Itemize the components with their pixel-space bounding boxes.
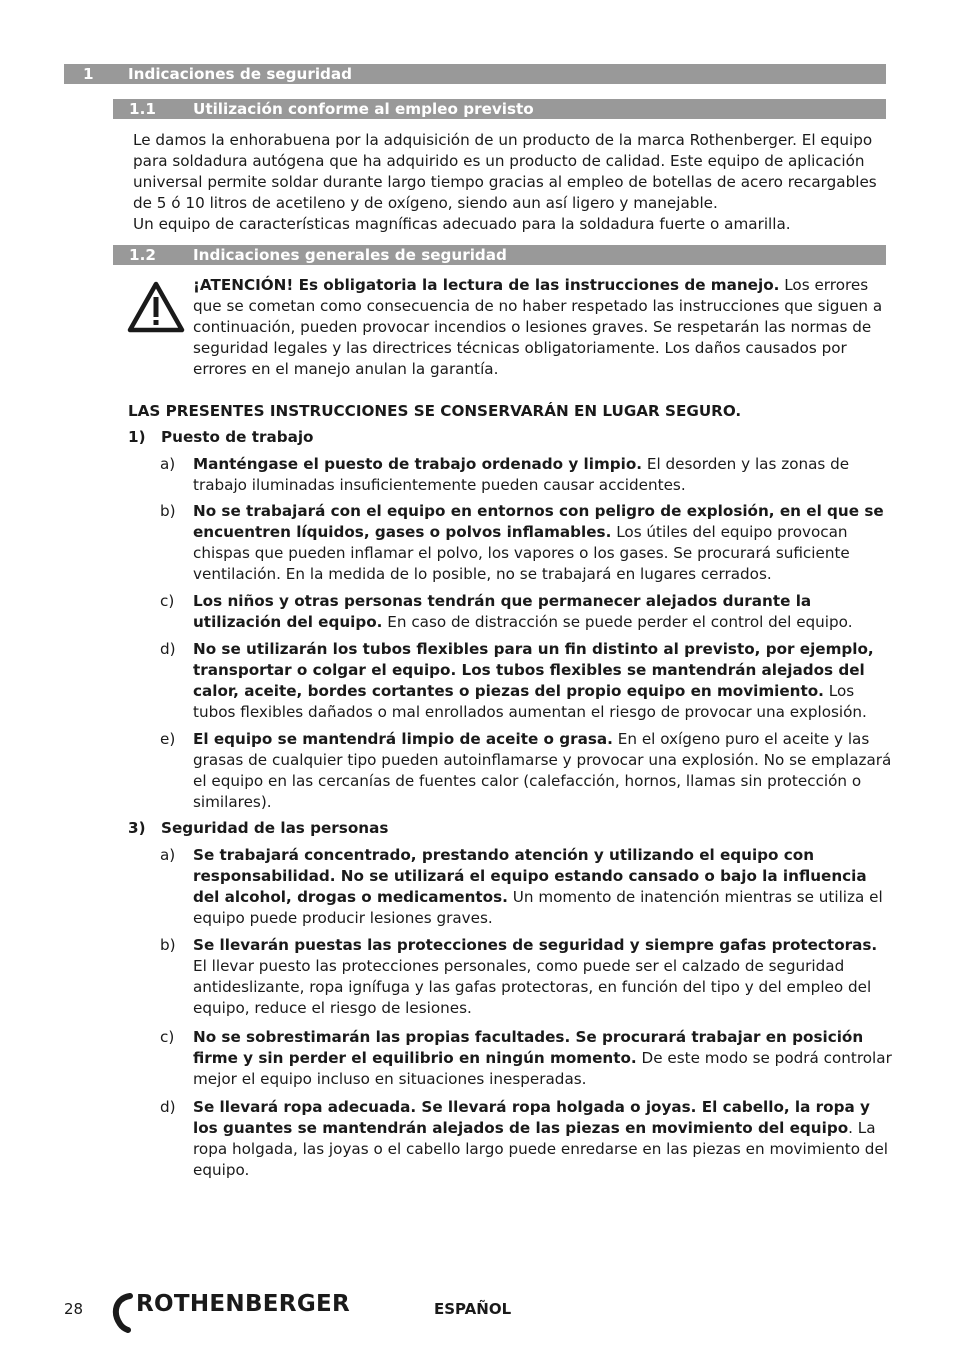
item-bold: No se sobrestimarán las propias facultades. Se procurará trabajar en posición firme y sin perder el equilibrio en ningún momento. [193, 1028, 864, 1067]
item-bold: Los niños y otras personas tendrán que permanecer alejados durante la utilización del equipo. [193, 592, 812, 631]
list-item [160, 454, 895, 496]
section-title: Indicaciones generales de seguridad [193, 246, 507, 264]
list-item [160, 501, 895, 585]
item-text: De este modo se podrá controlar mejor el equipo incluso en situaciones inesperadas. [193, 1049, 892, 1088]
list-item [160, 845, 895, 929]
item-label: b) [160, 936, 176, 954]
item-text: Un momento de inatención mientras se utiliza el equipo puede producir lesiones graves. [193, 888, 883, 927]
workplace-heading [128, 427, 313, 448]
brand-logo [106, 1290, 356, 1334]
item-bold: Manténgase el puesto de trabajo ordenado y limpio. [193, 455, 643, 473]
item-label: c) [160, 1028, 175, 1046]
item-bold: No se trabajará con el equipo en entornos con peligro de explosión, en el que se encuentren líquidos, gases o polvos inflamables. [193, 502, 884, 541]
brand-swoosh-icon [106, 1290, 136, 1334]
workplace-title: Puesto de trabajo [161, 428, 314, 446]
section-title: Indicaciones de seguridad [128, 65, 353, 83]
item-bold: No se utilizarán los tubos flexibles para un fin distinto al previsto, por ejemplo, transportar o colgar el equipo. Los tubos flexibles se mantendrán alejados del calor, aceite, bordes cortantes o piezas del propio equipo en movimiento. [193, 640, 874, 700]
section-1-header [64, 64, 886, 84]
item-label: a) [160, 455, 176, 473]
item-text: Los tubos flexibles dañados o mal enrollados aumentan el riesgo de provocar una explosión. [193, 682, 867, 721]
item-label: d) [160, 640, 176, 658]
item-text: En caso de distracción se puede perder el control del equipo. [382, 613, 853, 631]
keep-instructions-heading: LAS PRESENTES INSTRUCCIONES SE CONSERVARÁN EN LUGAR SEGURO. [128, 402, 742, 420]
language-label: ESPAÑOL [434, 1300, 512, 1318]
list-item [160, 1027, 895, 1090]
warning-bold: ¡ATENCIÓN! Es obligatoria la lectura de las instrucciones de manejo. [193, 276, 780, 294]
warning-text: Los errores que se cometan como consecuencia de no haber respetado las instrucciones que siguen a continuación, pueden provocar incendios o lesiones graves. Se respetarán las normas de seguridad legales y las directrices técnicas obligatoriamente. Los daños causados por errores en el manejo anulan la garantía. [193, 276, 883, 378]
item-text: . La ropa holgada, las joyas o el cabello largo puede enredarse en las piezas en movimiento del equipo. [193, 1119, 889, 1179]
item-text: Los útiles del equipo provocan chispas que pueden inflamar el polvo, los vapores o los gases. Se procurará suficiente ventilación. En la medida de lo posible, no se trabajará en lugares cerrados. [193, 523, 850, 583]
warning-paragraph [193, 275, 893, 380]
personal-safety-title: Seguridad de las personas [161, 819, 389, 837]
list-item [160, 729, 895, 813]
list-item [160, 639, 895, 723]
list-item [160, 935, 895, 1019]
intro-paragraph [133, 130, 893, 235]
section-title: Utilización conforme al empleo previsto [193, 100, 534, 118]
item-label: e) [160, 730, 176, 748]
personal-safety-heading [128, 818, 388, 839]
item-bold: Se trabajará concentrado, prestando atención y utilizando el equipo con responsabilidad. No se utilizará el equipo estando cansado o bajo la influencia del alcohol, drogas o medicamentos. [193, 846, 867, 906]
warning-triangle-icon [127, 281, 185, 333]
brand-name: ROTHENBERGER [136, 1291, 351, 1317]
section-number: 1.1 [129, 100, 156, 118]
section-number: 1.2 [129, 246, 156, 264]
intro-text-2: Un equipo de características magníficas adecuado para la soldadura fuerte o amarilla. [133, 215, 791, 233]
workplace-number: 1) [128, 428, 146, 446]
item-label: b) [160, 502, 176, 520]
section-number: 1 [83, 65, 94, 83]
item-bold: Se llevarán puestas las protecciones de seguridad y siempre gafas protectoras. [193, 936, 878, 954]
item-text: El llevar puesto las protecciones personales, como puede ser el calzado de seguridad antideslizante, ropa ignífuga y las gafas protectoras, en función del tipo y del empleo del equipo, reduce el riesgo de lesiones. [193, 957, 872, 1017]
personal-safety-number: 3) [128, 819, 146, 837]
section-1-2-header [113, 245, 886, 265]
item-bold: Se llevará ropa adecuada. Se llevará ropa holgada o joyas. El cabello, la ropa y los guantes se mantendrán alejados de las piezas en movimiento del equipo [193, 1098, 870, 1137]
item-text: El desorden y las zonas de trabajo iluminadas insuficientemente pueden causar accidentes. [193, 455, 850, 494]
item-label: a) [160, 846, 176, 864]
item-label: d) [160, 1098, 176, 1116]
intro-text: Le damos la enhorabuena por la adquisición de un producto de la marca Rothenberger. El equipo para soldadura autógena que ha adquirido es un producto de calidad. Este equipo de aplicación universal permite soldar durante largo tiempo gracias al empleo de botellas de acero recargables de 5 ó 10 litros de acetileno y de oxígeno, siendo aun así ligero y manejable. [133, 131, 877, 212]
section-1-1-header [113, 99, 886, 119]
item-bold: El equipo se mantendrá limpio de aceite o grasa. [193, 730, 613, 748]
item-label: c) [160, 592, 175, 610]
page-number: 28 [64, 1300, 84, 1318]
list-item [160, 1097, 895, 1181]
item-text: En el oxígeno puro el aceite y las grasas de cualquier tipo pueden autoinflamarse y provocar una explosión. No se emplazará el equipo en las cercanías de fuentes calor (calefacción, hornos, llamas sin protección o similares). [193, 730, 892, 811]
list-item [160, 591, 895, 633]
